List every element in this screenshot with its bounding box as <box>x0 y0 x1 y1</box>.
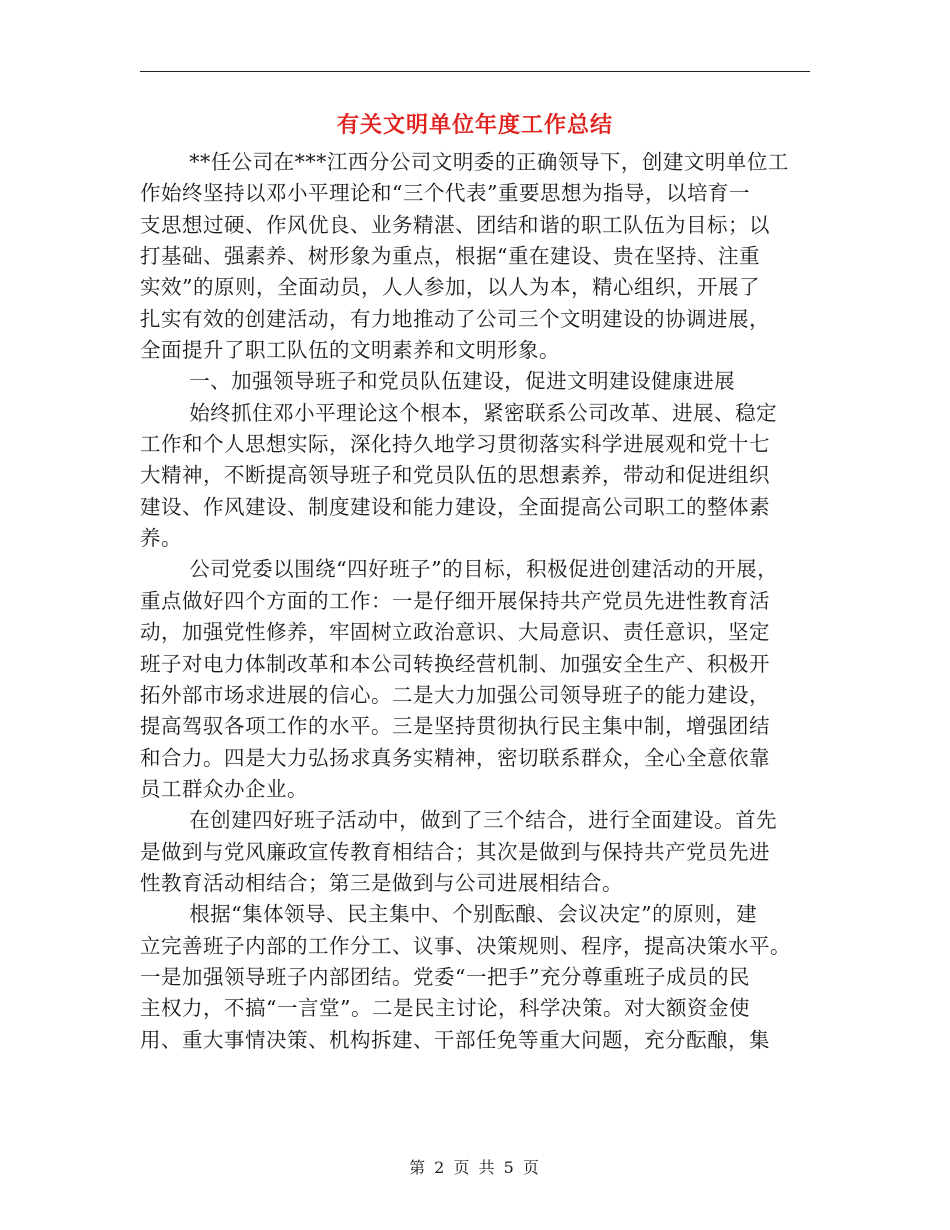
paragraph <box>140 805 796 899</box>
paragraph-line: 提高驾驭各项工作的水平。三是坚持贯彻执行民主集中制，增强团结 <box>140 714 770 739</box>
page-footer: 第 2 页 共 5 页 <box>409 1158 541 1177</box>
paragraph-line: 作始终坚持以邓小平理论和“三个代表”重要思想为指导，以培育一 <box>140 181 750 206</box>
paragraph-line: 是做到与党风廉政宣传教育相结合；其次是做到与保持共产党员先进 <box>140 839 770 864</box>
paragraph-line: 一是加强领导班子内部团结。党委“一把手”充分尊重班子成员的民 <box>140 964 750 989</box>
paragraph-line: 在创建四好班子活动中，做到了三个结合，进行全面建设。首先 <box>189 808 778 833</box>
paragraph-line: 实效”的原则，全面动员，人人参加，以人为本，精心组织，开展了 <box>140 275 760 300</box>
paragraph-line: 班子对电力体制改革和本公司转换经营机制、加强安全生产、积极开 <box>140 651 770 676</box>
paragraph-line: 全面提升了职工队伍的文明素养和文明形象。 <box>140 338 560 363</box>
paragraph-line: 一、加强领导班子和党员队伍建设，促进文明建设健康进展 <box>189 369 736 394</box>
paragraph-line: 主权力，不搞“一言堂”。二是民主讨论，科学决策。对大额资金使 <box>140 996 750 1021</box>
paragraph-line: 用、重大事情决策、机构拆建、干部任免等重大问题，充分酝酿，集 <box>140 1027 770 1052</box>
paragraph-line: 公司党委以围绕“四好班子”的目标，积极促进创建活动的开展， <box>189 557 779 582</box>
paragraph-line: **任公司在***江西分公司文明委的正确领导下，创建文明单位工 <box>189 150 789 174</box>
paragraph-line: 动，加强党性修养，牢固树立政治意识、大局意识、责任意识，坚定 <box>140 620 770 645</box>
paragraph-line: 建设、作风建设、制度建设和能力建设，全面提高公司职工的整体素 <box>140 494 770 519</box>
paragraph-line: 性教育活动相结合；第三是做到与公司进展相结合。 <box>140 870 623 895</box>
paragraph-line: 和合力。四是大力弘扬求真务实精神，密切联系群众，全心全意依靠 <box>140 745 770 770</box>
paragraph-line: 拓外部市场求进展的信心。二是大力加强公司领导班子的能力建设， <box>140 682 770 707</box>
paragraph-line: 支思想过硬、作风优良、业务精湛、团结和谐的职工队伍为目标；以 <box>140 212 770 237</box>
document-body <box>140 147 796 1056</box>
paragraph-line: 养。 <box>140 526 182 551</box>
paragraph-line: 打基础、强素养、树形象为重点，根据“重在建设、贵在坚持、注重 <box>140 244 760 269</box>
document-title: 有关文明单位年度工作总结 <box>336 112 613 138</box>
paragraph-line: 扎实有效的创建活动，有力地推动了公司三个文明建设的协调进展， <box>140 306 770 331</box>
paragraph-line: 根据“集体领导、民主集中、个别酝酿、会议决定”的原则，建 <box>189 902 758 927</box>
paragraph-line: 大精神，不断提高领导班子和党员队伍的思想素养，带动和促进组织 <box>140 463 770 488</box>
header-rule <box>140 71 810 72</box>
paragraph-line: 重点做好四个方面的工作：一是仔细开展保持共产党员先进性教育活 <box>140 588 770 613</box>
paragraph <box>140 398 796 555</box>
paragraph-line: 立完善班子内部的工作分工、议事、决策规则、程序，提高决策水平。 <box>140 933 791 958</box>
paragraph <box>140 147 796 366</box>
paragraph-line: 始终抓住邓小平理论这个根本，紧密联系公司改革、进展、稳定 <box>189 400 778 425</box>
paragraph <box>140 554 796 805</box>
paragraph-line: 员工群众办企业。 <box>140 776 308 801</box>
paragraph <box>140 366 796 397</box>
paragraph <box>140 899 796 1056</box>
paragraph-line: 工作和个人思想实际，深化持久地学习贯彻落实科学进展观和党十七 <box>140 432 770 457</box>
